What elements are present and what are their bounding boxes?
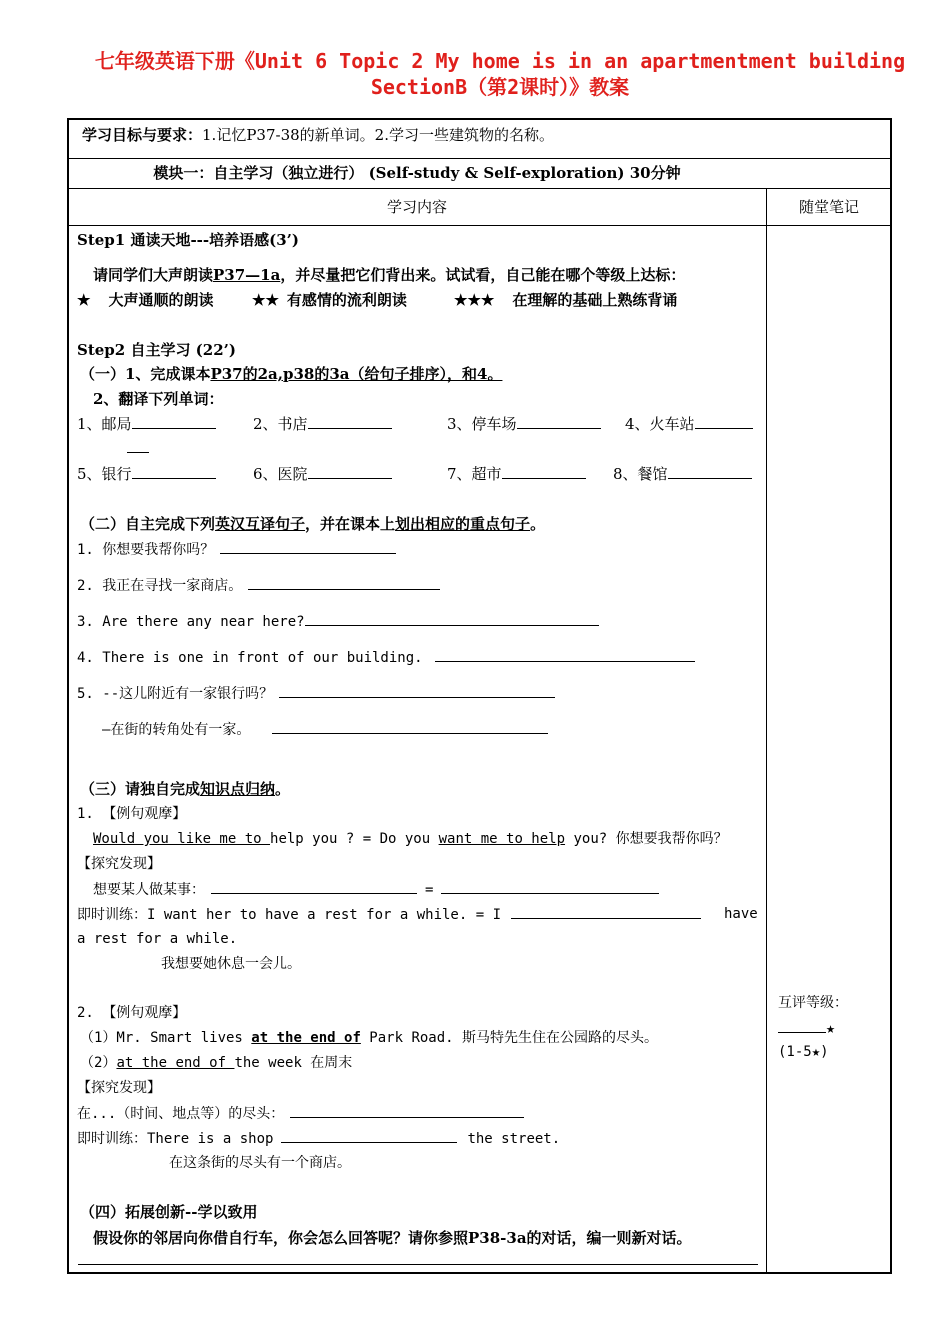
column-header-notes: 随堂笔记 xyxy=(798,198,859,216)
item2-drill-pre: 即时训练：There is a shop xyxy=(77,1131,274,1147)
word-label: 5、银行 xyxy=(77,465,132,483)
answer-blank[interactable] xyxy=(511,904,701,919)
sentence-item xyxy=(77,611,599,632)
word-label: 3、停车场 xyxy=(447,415,517,433)
answer-blank[interactable] xyxy=(502,464,586,479)
step2-part1 xyxy=(80,364,502,384)
word-label: 2、书店 xyxy=(253,415,308,433)
part3-heading-pre: （三）请独自完成 xyxy=(80,780,201,798)
learning-goal-text: 1.记忆P37-38的新单词。2.学习一些建筑物的名称。 xyxy=(202,126,554,144)
word-item xyxy=(253,414,392,434)
item1-example-end: you? 你想要我帮你吗？ xyxy=(565,831,728,847)
table-rule xyxy=(68,158,891,159)
star-icon: ★★ xyxy=(252,291,279,309)
answer-blank[interactable] xyxy=(305,611,599,626)
part2-underline-2: 划出相应的重点句子 xyxy=(395,515,531,533)
step1-instruction-pre: 请同学们大声朗读 xyxy=(93,266,214,284)
answer-blank[interactable] xyxy=(220,539,396,554)
sentence-item xyxy=(77,539,396,560)
word-item xyxy=(447,464,586,484)
answer-blank[interactable] xyxy=(290,1103,524,1118)
module-heading: 模块一：自主学习（独立进行） (Self-study & Self-exploration) 30分钟 xyxy=(153,164,681,182)
word-label: 8、餐馆 xyxy=(613,465,668,483)
answer-blank[interactable] xyxy=(517,414,601,429)
sentence-text: 4. There is one in front of our building. xyxy=(77,650,423,666)
answer-blank[interactable] xyxy=(132,464,216,479)
step2-part1-pre: （一）1、完成课本 xyxy=(80,365,211,383)
answer-blank[interactable] xyxy=(272,719,548,734)
peer-rating xyxy=(778,1018,835,1039)
title-line-2: SectionB（第2课时）》教案 xyxy=(370,75,630,99)
peer-rating-label: 互评等级： xyxy=(778,995,848,1011)
answer-blank[interactable] xyxy=(695,414,753,429)
sentence-text: 1. 你想要我帮你吗？ xyxy=(77,542,215,558)
item2-drill xyxy=(77,1128,560,1149)
word-item xyxy=(77,464,216,484)
part3-heading-underline: 知识点归纳 xyxy=(200,780,276,798)
part2-mid: ，并在课本上 xyxy=(305,515,396,533)
item2-ex2-pre: （2） xyxy=(80,1055,117,1071)
part4-text: 假设你的邻居向你借自行车，你会怎么回答呢？请你参照P38-3a的对话，编一则新对话。 xyxy=(93,1229,692,1247)
word-item xyxy=(625,414,753,434)
item1-drill xyxy=(77,904,701,925)
answer-blank[interactable] xyxy=(308,464,392,479)
column-divider xyxy=(766,189,767,1273)
item2-ex1-post: Park Road. 斯马特先生住在公园路的尽头。 xyxy=(360,1030,659,1046)
learning-goal xyxy=(82,125,554,145)
word-label: 4、火车站 xyxy=(625,415,695,433)
sentence-text: 3. Are there any near here? xyxy=(77,614,305,630)
item2-discover: 【探究发现】 xyxy=(77,1080,161,1096)
item2-rule xyxy=(77,1103,524,1124)
table-rule xyxy=(68,188,891,189)
item2-ex1-underline: at the end of xyxy=(251,1030,361,1046)
item1-example xyxy=(93,829,728,849)
word-item xyxy=(447,414,601,434)
sentence-item xyxy=(77,647,695,668)
answer-blank[interactable] xyxy=(435,647,695,662)
peer-rating-range: (1-5★) xyxy=(778,1044,829,1060)
part2-end: 。 xyxy=(530,515,546,533)
step2-heading: Step2 自主学习 (22’) xyxy=(77,341,236,359)
item2-drill-post: the street. xyxy=(467,1131,561,1147)
part3-heading-end: 。 xyxy=(275,780,291,798)
step2-part1-sub: 2、翻译下列单词： xyxy=(93,390,224,408)
sentence-item xyxy=(102,719,548,740)
word-item xyxy=(613,464,752,484)
sentence-text: 5. --这儿附近有一家银行吗？ xyxy=(77,686,274,702)
star-icon: ★ xyxy=(77,291,91,309)
title-line-1: 七年级英语下册《Unit 6 Topic 2 My home is in an apartmentment building xyxy=(94,49,906,73)
step2-part1-ref: P37的2a,p38的3a（给句子排序），和4。 xyxy=(210,365,503,383)
item2-drill-cn: 在这条街的尽头有一个商店。 xyxy=(169,1155,351,1171)
sentence-item xyxy=(77,683,555,704)
document-title xyxy=(60,48,940,100)
item1-drill-post: have xyxy=(724,906,758,922)
column-header-content: 学习内容 xyxy=(386,198,447,216)
word-item xyxy=(77,414,216,434)
item2-ex2-post: the week 在周末 xyxy=(234,1055,353,1071)
rating-blank[interactable] xyxy=(778,1018,826,1033)
star-icon: ★★★ xyxy=(454,291,495,309)
answer-blank-continued[interactable] xyxy=(127,438,149,458)
answer-blank[interactable] xyxy=(668,464,752,479)
item1-discover: 【探究发现】 xyxy=(77,856,161,872)
level-2-text: 有感情的流利朗读 xyxy=(286,291,407,309)
step1-heading: Step1 通读天地---培养语感(3’) xyxy=(77,231,299,249)
answer-blank[interactable] xyxy=(281,1128,457,1143)
answer-blank[interactable] xyxy=(248,575,440,590)
step1-instruction xyxy=(93,265,685,285)
level-3 xyxy=(454,290,677,310)
item2-rule-text: 在...（时间、地点等）的尽头： xyxy=(77,1106,285,1122)
level-3-text: 在理解的基础上熟练背诵 xyxy=(512,291,678,309)
level-2 xyxy=(252,290,407,310)
item1-rule-text: 想要某人做某事： xyxy=(93,882,205,898)
part2-underline-1: 英汉互译句子 xyxy=(215,515,306,533)
item2-ex2-underline: at the end of xyxy=(116,1055,235,1071)
star-icon: ★ xyxy=(826,1019,836,1037)
item1-rule xyxy=(93,879,659,900)
table-rule xyxy=(68,225,891,226)
level-1 xyxy=(77,290,213,310)
answer-blank[interactable] xyxy=(132,414,216,429)
sentence-text: 2. 我正在寻找一家商店。 xyxy=(77,578,243,594)
writing-line[interactable] xyxy=(78,1264,758,1265)
word-label: 1、邮局 xyxy=(77,415,132,433)
item1-example-mid: help you ? = Do you xyxy=(270,831,439,847)
answer-blank[interactable] xyxy=(279,683,555,698)
item2-ex1-pre: （1）Mr. Smart lives xyxy=(80,1030,252,1046)
word-label: 6、医院 xyxy=(253,465,308,483)
part4-heading: （四）拓展创新--学以致用 xyxy=(80,1203,258,1221)
sentence-text: —在街的转角处有一家。 xyxy=(102,722,251,738)
learning-goal-label: 学习目标与要求： xyxy=(82,126,203,144)
answer-blank[interactable] xyxy=(441,879,659,894)
equals-sign: = xyxy=(425,882,434,898)
step1-instruction-ref: P37—1a xyxy=(213,266,281,284)
level-1-text: 大声通顺的朗读 xyxy=(108,291,214,309)
part2-pre: （二）自主完成下列 xyxy=(80,515,216,533)
item2-label: 2. 【例句观摩】 xyxy=(77,1005,187,1021)
item2-example-2 xyxy=(80,1053,352,1073)
item2-example-1 xyxy=(80,1028,658,1048)
step1-instruction-post: ，并尽量把它们背出来。试试看，自己能在哪个等级上达标： xyxy=(280,266,686,284)
sentence-item xyxy=(77,575,440,596)
word-item xyxy=(253,464,392,484)
item1-label: 1. 【例句观摩】 xyxy=(77,806,187,822)
step2-part2 xyxy=(80,514,545,534)
part3-heading xyxy=(80,779,290,799)
item1-drill-pre: 即时训练：I want her to have a rest for a while. = I xyxy=(77,907,502,923)
answer-blank[interactable] xyxy=(308,414,392,429)
item1-example-underline-2: want me to help xyxy=(438,831,566,847)
word-label: 7、超市 xyxy=(447,465,502,483)
item1-drill-cont: a rest for a while. xyxy=(77,931,238,947)
answer-blank[interactable] xyxy=(211,879,417,894)
item1-drill-cn: 我想要她休息一会儿。 xyxy=(161,956,301,972)
item1-example-underline-1: Would you like me to xyxy=(93,831,271,847)
